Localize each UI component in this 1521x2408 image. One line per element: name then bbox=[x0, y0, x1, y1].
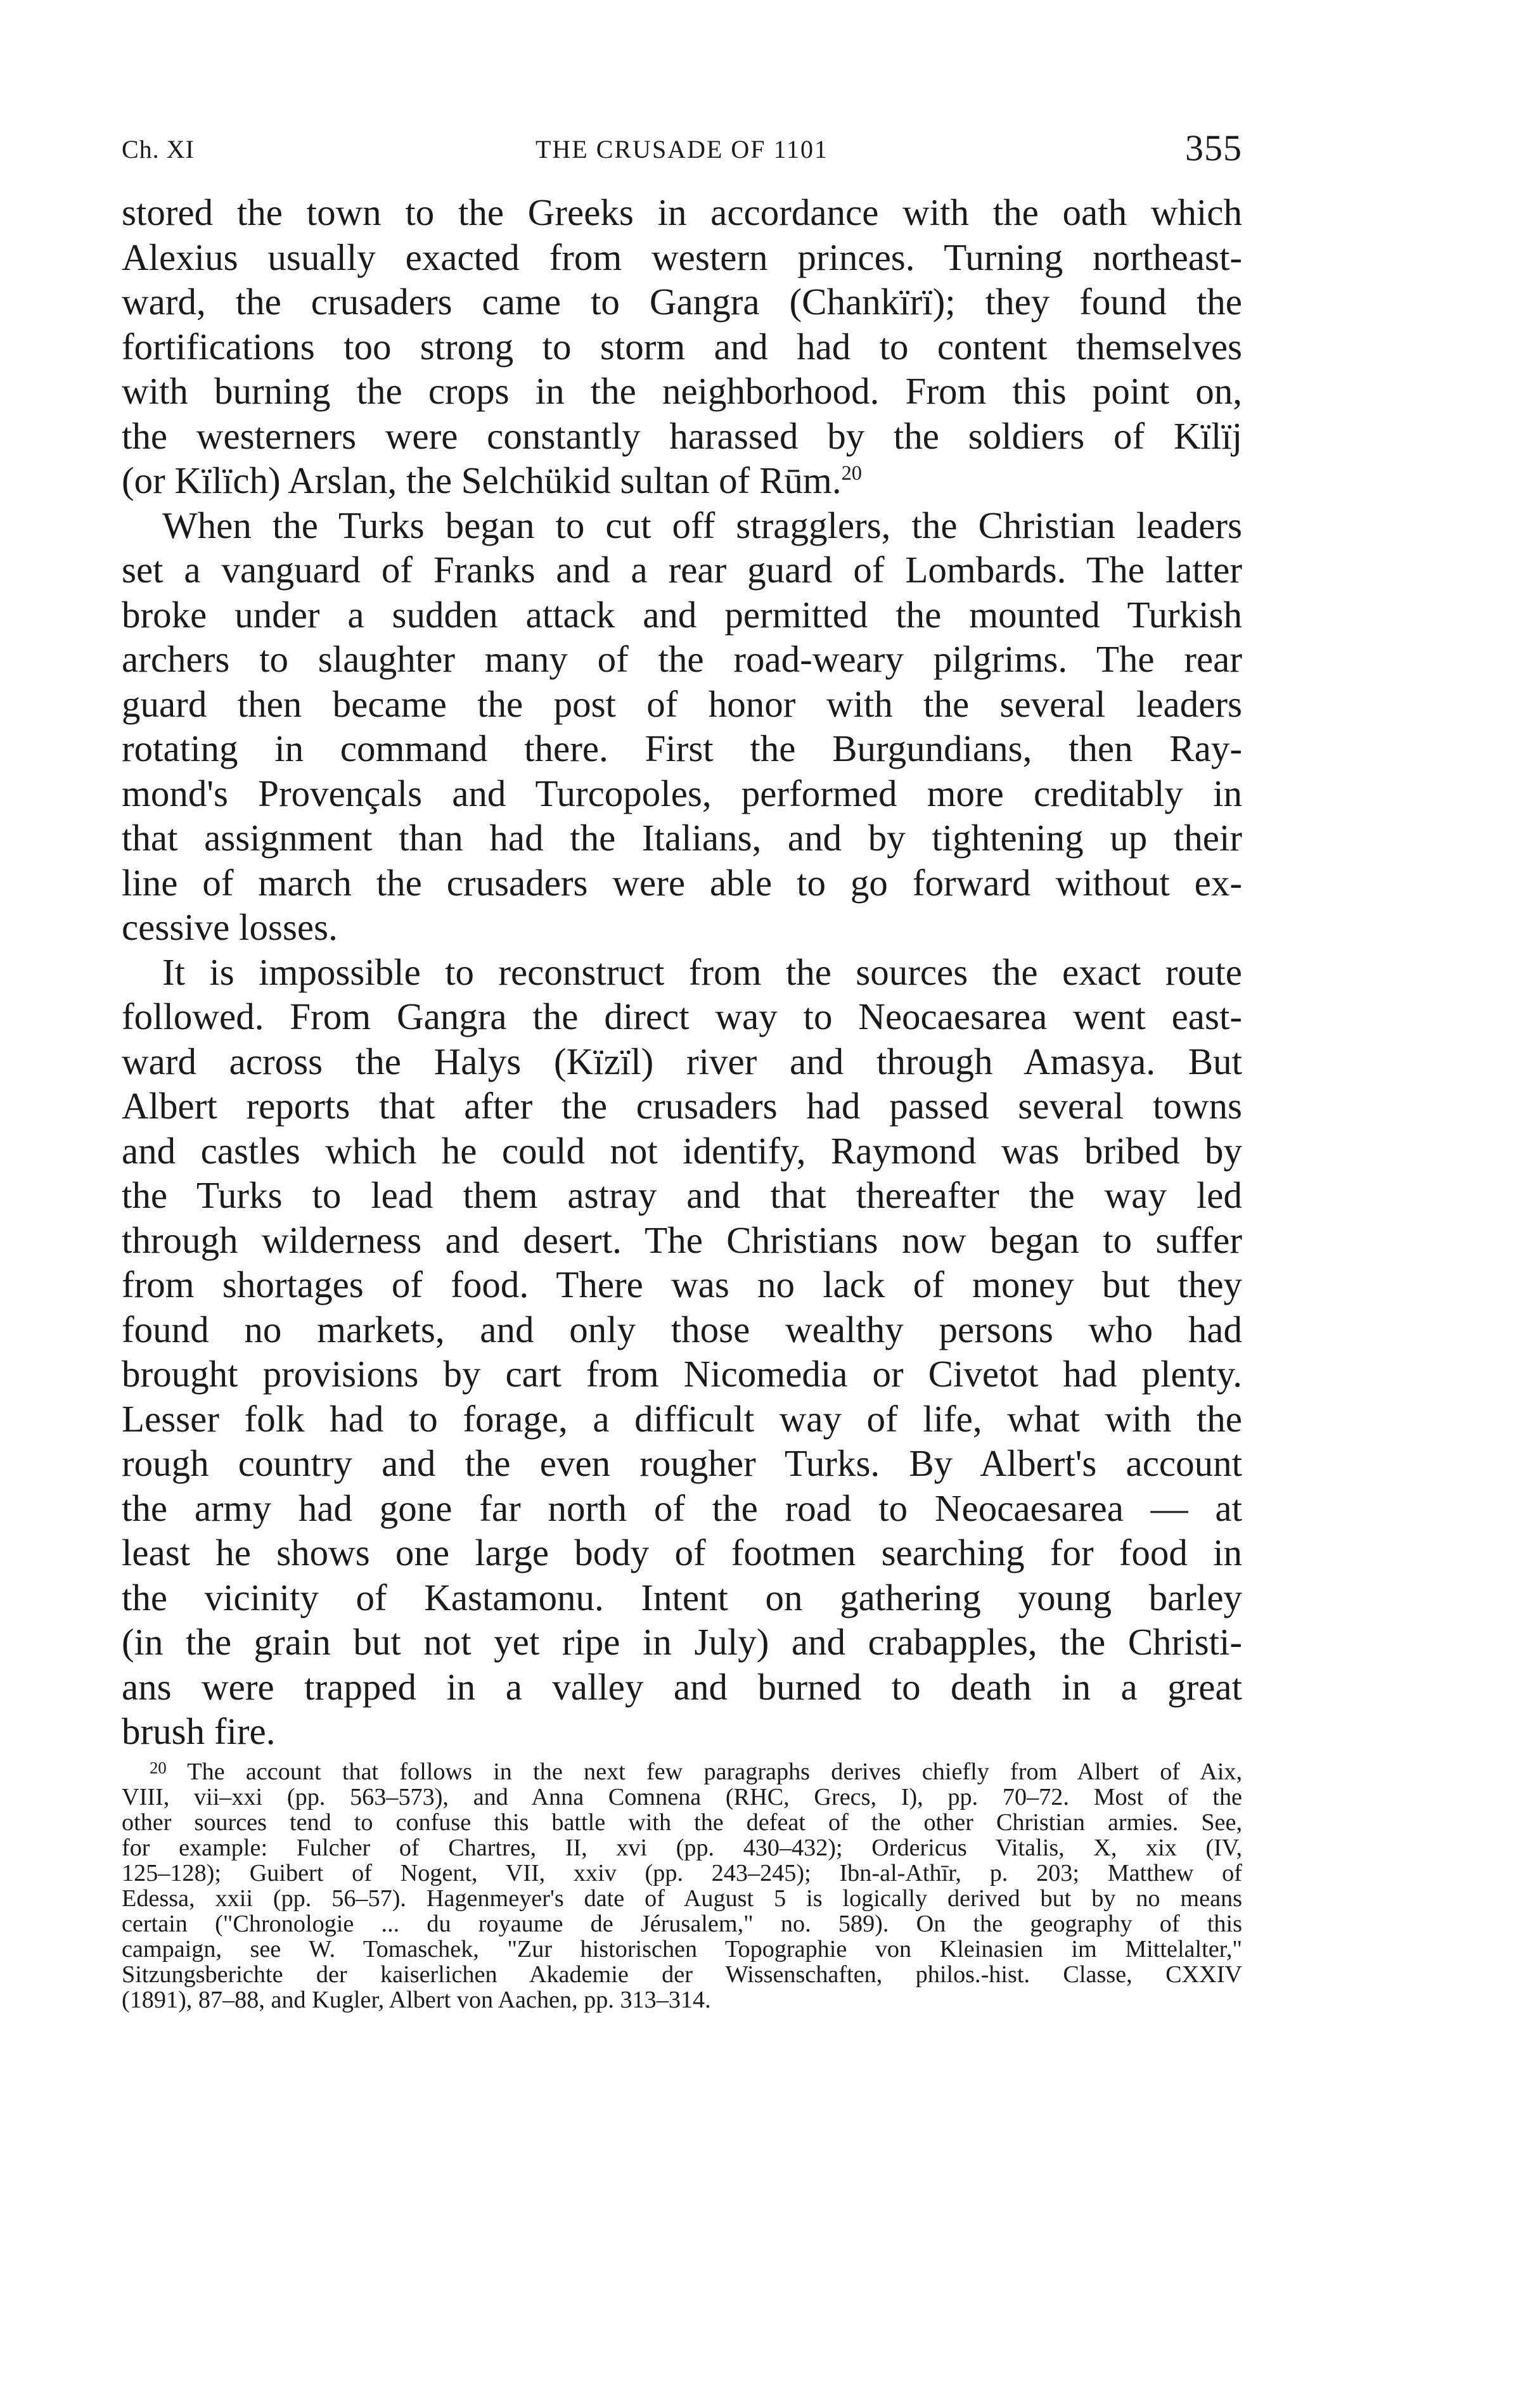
footnote-line: Edessa, xxii (pp. 56–57). Hagenmeyer's date of August 5 is logically derived but by no means bbox=[122, 1885, 1242, 1912]
text-line: brought provisions by cart from Nicomedia or Civetot had plenty. bbox=[122, 1353, 1242, 1395]
text-line: set a vanguard of Franks and a rear guard of Lombards. The latter bbox=[122, 549, 1242, 591]
footnote-reference: 20 bbox=[841, 461, 863, 485]
footnote-line: (1891), 87–88, and Kugler, Albert von Aachen, pp. 313–314. bbox=[122, 1987, 711, 2013]
footnote-line: The account that follows in the next few paragraphs derives chiefly from Albert of Aix, bbox=[166, 1758, 1242, 1785]
chapter-label: Ch. XI bbox=[122, 135, 195, 163]
text-line: cessive losses. bbox=[122, 906, 338, 948]
text-line: Albert reports that after the crusaders had passed several towns bbox=[122, 1085, 1242, 1127]
text-line: It is impossible to reconstruct from the sources the exact route bbox=[162, 951, 1242, 993]
text-line: found no markets, and only those wealthy persons who had bbox=[122, 1308, 1242, 1350]
text-line: followed. From Gangra the direct way to Neocaesarea went east- bbox=[122, 996, 1242, 1037]
text-line-with-note bbox=[122, 458, 1242, 503]
footnote-line: Sitzungsberichte der kaiserlichen Akademie der Wissenschaften, philos.-hist. Classe, CXXIV bbox=[122, 1961, 1242, 1988]
text-line: that assignment than had the Italians, and by tightening up their bbox=[122, 817, 1242, 859]
text-line: Lesser folk had to forage, a difficult way of life, what with the bbox=[122, 1397, 1242, 1440]
text-line: the Turks to lead them astray and that thereafter the way led bbox=[122, 1174, 1242, 1216]
text-line: brush fire. bbox=[122, 1710, 276, 1752]
text-line: the army had gone far north of the road to Neocaesarea — at bbox=[122, 1487, 1242, 1529]
running-head bbox=[122, 127, 1242, 171]
running-title: THE CRUSADE OF 1101 bbox=[535, 135, 829, 163]
text-line: broke under a sudden attack and permitted the mounted Turkish bbox=[122, 593, 1242, 636]
text-line: ward, the crusaders came to Gangra (Chankïrï); they found the bbox=[122, 281, 1242, 323]
text-line: least he shows one large body of footmen searching for food in bbox=[122, 1532, 1242, 1573]
text-line: (or Kïlïch) Arslan, the Selchükid sultan of Rūm. bbox=[122, 459, 842, 501]
footnote-line: certain ("Chronologie ... du royaume de Jérusalem," no. 589). On the geography of this bbox=[122, 1911, 1242, 1937]
text-line: rotating in command there. First the Burgundians, then Ray- bbox=[122, 727, 1242, 769]
text-line: When the Turks began to cut off stragglers, the Christian leaders bbox=[162, 504, 1242, 546]
text-line: through wilderness and desert. The Christians now began to suffer bbox=[122, 1219, 1242, 1261]
text-line: guard then became the post of honor with the several leaders bbox=[122, 682, 1242, 725]
footnote-line: for example: Fulcher of Chartres, II, xvi (pp. 430–432); Ordericus Vitalis, X, xix (IV, bbox=[122, 1835, 1242, 1861]
page-number: 355 bbox=[1185, 127, 1242, 169]
text-line: the vicinity of Kastamonu. Intent on gathering young barley bbox=[122, 1576, 1242, 1618]
text-line: and castles which he could not identify, Raymond was bribed by bbox=[122, 1129, 1242, 1172]
text-line: mond's Provençals and Turcopoles, performed more creditably in bbox=[122, 772, 1242, 814]
main-text bbox=[122, 190, 1242, 1754]
text-line: stored the town to the Greeks in accordance with the oath which bbox=[122, 191, 1242, 233]
text-line: Alexius usually exacted from western princes. Turning northeast- bbox=[122, 236, 1242, 278]
text-line: archers to slaughter many of the road-weary pilgrims. The rear bbox=[122, 638, 1242, 680]
footnotes bbox=[122, 1759, 1242, 2013]
text-line: (in the grain but not yet ripe in July) and crabapples, the Christi- bbox=[122, 1621, 1242, 1663]
text-line: with burning the crops in the neighborhood. From this point on, bbox=[122, 370, 1242, 412]
text-line: ward across the Halys (Kïzïl) river and through Amasya. But bbox=[122, 1040, 1242, 1082]
footnote-line: campaign, see W. Tomaschek, "Zur historischen Topographie von Kleinasien im Mittelalter," bbox=[122, 1936, 1242, 1963]
text-line: from shortages of food. There was no lack of money but they bbox=[122, 1264, 1242, 1305]
footnote-mark: 20 bbox=[150, 1758, 167, 1777]
footnote-line-with-mark bbox=[122, 1759, 1242, 1784]
footnote-line: 125–128); Guibert of Nogent, VII, xxiv (pp. 243–245); Ibn-al-Athīr, p. 203; Matthew of bbox=[122, 1860, 1242, 1886]
footnote-line: other sources tend to confuse this battle with the defeat of the other Christian armies. See, bbox=[122, 1809, 1242, 1836]
text-line: fortifications too strong to storm and had to content themselves bbox=[122, 325, 1242, 368]
text-line: ans were trapped in a valley and burned to death in a great bbox=[122, 1665, 1242, 1708]
text-line: rough country and the even rougher Turks. By Albert's account bbox=[122, 1442, 1242, 1484]
text-line: the westerners were constantly harassed by the soldiers of Kïlïj bbox=[122, 414, 1242, 457]
footnote-line: VIII, vii–xxi (pp. 563–573), and Anna Comnena (RHC, Grecs, I), pp. 70–72. Most of the bbox=[122, 1784, 1242, 1810]
text-line: line of march the crusaders were able to go forward without ex- bbox=[122, 861, 1242, 904]
